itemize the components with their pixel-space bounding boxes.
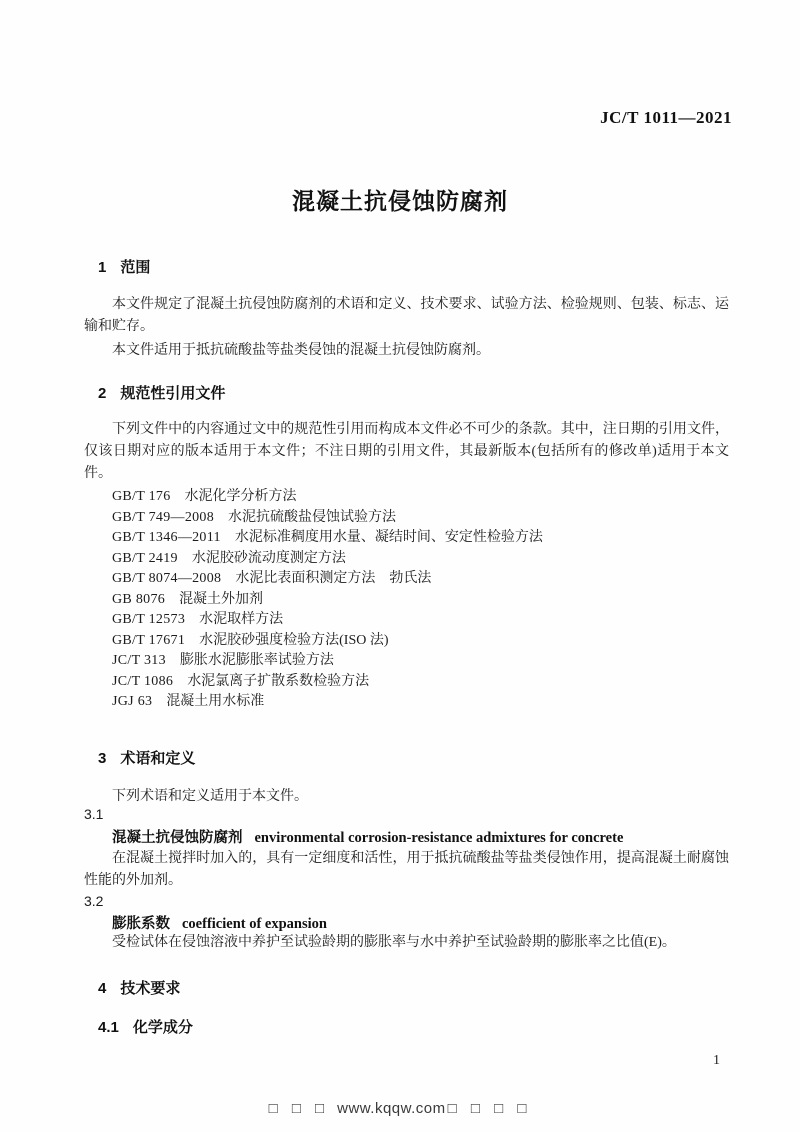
term-number: 3.2 [84,893,104,909]
watermark-left-glyphs: □ □ □ [268,1100,330,1117]
reference-title: 水泥胶砂强度检验方法(ISO 法) [199,632,389,648]
section-heading-scope [84,256,729,277]
reference-code: JC/T 313 [112,653,166,668]
section-heading-normative-references [84,382,729,403]
reference-title: 混凝土用水标准 [166,694,265,709]
reference-title: 水泥化学分析方法 [184,489,297,504]
reference-title: 水泥标准稠度用水量、凝结时间、安定性检验方法 [234,530,543,545]
reference-code: JGJ 63 [112,694,153,709]
section-title: 规范性引用文件 [120,385,226,402]
reference-item [112,631,729,652]
reference-item [112,528,729,549]
reference-item [112,590,729,611]
section-number: 4 [98,980,107,997]
reference-code: GB/T 749—2008 [112,509,215,525]
subsection-title: 化学成分 [132,1019,193,1036]
reference-item [112,610,729,631]
reference-item [112,549,729,570]
term-chinese: 膨胀系数 [112,916,170,932]
reference-code: GB/T 1346—2011 [112,530,221,545]
term-number: 3.1 [84,806,104,822]
references-intro-paragraph: 下列文件中的内容通过文中的规范性引用而构成本文件必不可少的条款。其中，注日期的引用文件，仅该日期对应的版本适用于本文件；不注日期的引用文件，其最新版本(包括所有的修改单)适用于本文件。 [84,422,729,481]
section-title: 技术要求 [120,980,181,997]
subsection-heading-chemical-composition [84,1016,729,1037]
reference-list [84,487,729,713]
reference-item [112,672,729,693]
reference-title: 水泥取样方法 [199,612,284,627]
reference-item [112,487,729,508]
term-definition: 在混凝土搅拌时加入的，具有一定细度和活性，用于抵抗硫酸盐等盐类侵蚀作用，提高混凝土耐腐蚀性能的外加剂。 [84,851,729,888]
reference-title: 水泥抗硫酸盐侵蚀试验方法 [228,509,397,525]
scope-paragraph-1: 本文件规定了混凝土抗侵蚀防腐剂的术语和定义、技术要求、试验方法、检验规则、包装、标志、运输和贮存。 [84,297,729,334]
reference-title: 混凝土外加剂 [179,591,264,607]
section-number: 2 [98,385,107,402]
reference-code: GB/T 17671 [112,632,186,648]
standard-code: JC/T 1011—2021 [600,108,732,127]
term-chinese: 混凝土抗侵蚀防腐剂 [112,830,243,846]
reference-item [112,569,729,590]
reference-title: 水泥胶砂流动度测定方法 [191,550,346,566]
section-number: 1 [98,259,107,276]
term-entry [84,826,729,847]
terms-intro-paragraph: 下列术语和定义适用于本文件。 [112,789,308,804]
reference-code: GB/T 2419 [112,550,178,566]
section-number: 3 [98,750,107,767]
reference-item [112,651,729,672]
reference-code: GB/T 176 [112,489,171,504]
document-title: 混凝土抗侵蚀防腐剂 [292,188,508,214]
subsection-number: 4.1 [98,1019,119,1036]
reference-title: 膨胀水泥膨胀率试验方法 [179,653,334,668]
scope-paragraph-2: 本文件适用于抵抗硫酸盐等盐类侵蚀的混凝土抗侵蚀防腐剂。 [112,343,490,358]
section-title: 术语和定义 [120,750,196,767]
term-entry [84,912,729,933]
page-number: 1 [713,1053,720,1068]
term-definition: 受检试体在侵蚀溶液中养护至试验龄期的膨胀率与水中养护至试验龄期的膨胀率之比值(E)。 [112,935,676,950]
section-heading-technical-requirements [84,977,729,998]
term-english: coefficient of expansion [182,916,327,932]
reference-item [112,508,729,529]
reference-code: GB/T 8074—2008 [112,571,222,586]
reference-item [112,692,729,713]
watermark-url: www.kqqw.com [337,1100,446,1117]
watermark-right-glyphs: □ □ □ □ [447,1100,532,1117]
section-heading-terms-definitions [84,747,729,768]
reference-title: 水泥比表面积测定方法 勃氏法 [235,571,432,586]
reference-title: 水泥氯离子扩散系数检验方法 [187,673,370,689]
reference-code: JC/T 1086 [112,673,174,689]
footer-watermark [0,1100,800,1117]
section-title: 范围 [120,259,151,276]
reference-code: GB/T 12573 [112,612,186,627]
term-english: environmental corrosion-resistance admixtures for concrete [254,830,624,846]
reference-code: GB 8076 [112,591,166,607]
